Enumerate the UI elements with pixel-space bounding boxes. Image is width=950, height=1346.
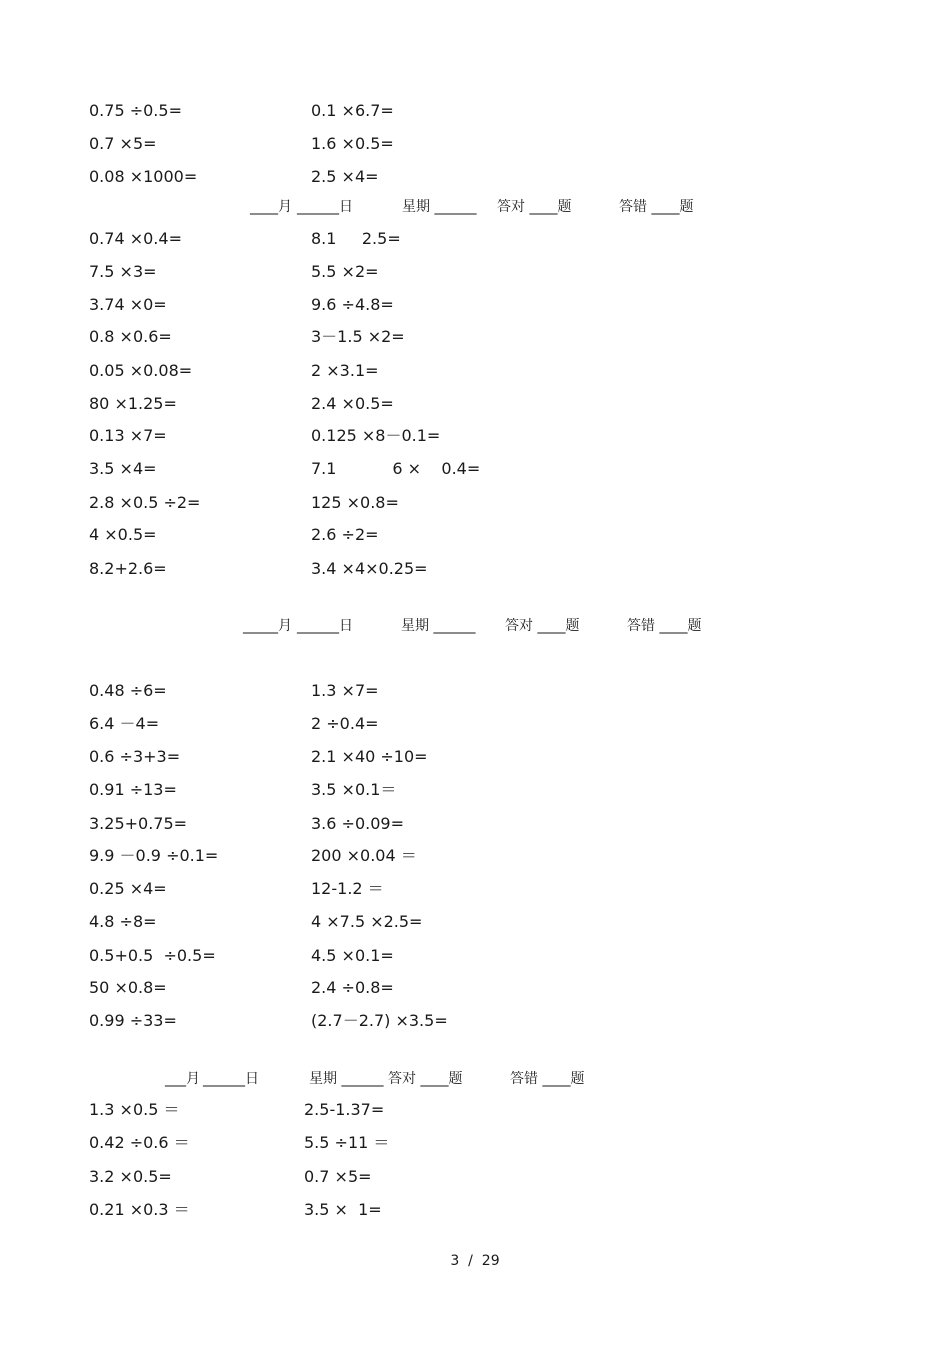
header-correct: 答对 ____题 (497, 199, 572, 215)
header-correct: 答对 ____题 (505, 618, 580, 634)
problem-left: 3.2 ×0.5= (89, 1167, 172, 1186)
problem-left: 8.2+2.6= (89, 559, 167, 578)
problem-left: 2.8 ×0.5 ÷2= (89, 493, 201, 512)
problem-left: 0.99 ÷33= (89, 1011, 177, 1030)
problem-left: 0.25 ×4= (89, 879, 167, 898)
problem-left: 50 ×0.8= (89, 978, 167, 997)
problem-right: 5.5 ÷11 ＝ (304, 1133, 390, 1152)
problem-left: 0.13 ×7= (89, 426, 167, 445)
problem-right: 2.5-1.37= (304, 1100, 385, 1119)
problem-left: 9.9 －0.9 ÷0.1= (89, 846, 219, 865)
header-wrong: 答错 ____题 (627, 618, 702, 634)
section-header (0, 616, 950, 636)
problem-left: 4 ×0.5= (89, 525, 157, 544)
problem-right: 3－1.5 ×2= (311, 327, 405, 346)
header-day: ______日 (297, 618, 353, 634)
problem-left: 3.25+0.75= (89, 814, 188, 833)
problem-left: 7.5 ×3= (89, 262, 157, 281)
problem-right: 125 ×0.8= (311, 493, 399, 512)
problem-right: 2.5 ×4= (311, 167, 379, 186)
header-wrong: 答错 ____题 (510, 1071, 585, 1087)
page-number: 3 / 29 (450, 1253, 500, 1269)
header-month: _____月 (243, 618, 292, 634)
problem-right: 200 ×0.04 ＝ (311, 846, 417, 865)
problem-left: 80 ×1.25= (89, 394, 177, 413)
problem-right: 2.6 ÷2= (311, 525, 379, 544)
problem-left: 0.42 ÷0.6 ＝ (89, 1133, 190, 1152)
header-weekday: 星期 ______ (401, 618, 476, 634)
problem-right: 2 ÷0.4= (311, 714, 379, 733)
problem-left: 0.8 ×0.6= (89, 327, 172, 346)
problem-left: 0.75 ÷0.5= (89, 101, 182, 120)
problem-right: 3.5 ×0.1＝ (311, 780, 397, 799)
problem-left: 0.91 ÷13= (89, 780, 177, 799)
problem-right: 12-1.2 ＝ (311, 879, 384, 898)
header-month: ___月 (165, 1071, 200, 1087)
problem-right: 2.4 ÷0.8= (311, 978, 394, 997)
problem-left: 0.5+0.5 ÷0.5= (89, 946, 216, 965)
problem-right: 7.1 6 × 0.4= (311, 459, 481, 478)
section-header (0, 1069, 950, 1089)
header-day: ______日 (203, 1071, 259, 1087)
problem-left: 0.48 ÷6= (89, 681, 167, 700)
problem-left: 1.3 ×0.5 ＝ (89, 1100, 180, 1119)
problem-right: 3.4 ×4×0.25= (311, 559, 428, 578)
header-correct: 答对 ____题 (388, 1071, 463, 1087)
problem-left: 0.08 ×1000= (89, 167, 198, 186)
problem-right: 5.5 ×2= (311, 262, 379, 281)
problem-left: 4.8 ÷8= (89, 912, 157, 931)
problem-right: 4 ×7.5 ×2.5= (311, 912, 423, 931)
problem-right: 4.5 ×0.1= (311, 946, 394, 965)
problem-right: 2 ×3.1= (311, 361, 379, 380)
problem-left: 3.5 ×4= (89, 459, 157, 478)
problem-right: 3.6 ÷0.09= (311, 814, 404, 833)
problem-right: 8.1 2.5= (311, 229, 401, 248)
problem-left: 0.74 ×0.4= (89, 229, 182, 248)
problem-right: 1.3 ×7= (311, 681, 379, 700)
section-header (0, 197, 950, 217)
problem-left: 0.05 ×0.08= (89, 361, 193, 380)
header-month: ____月 (250, 199, 292, 215)
problem-right: 0.1 ×6.7= (311, 101, 394, 120)
header-weekday: 星期 ______ (402, 199, 477, 215)
problem-right: 2.1 ×40 ÷10= (311, 747, 428, 766)
header-day: ______日 (297, 199, 353, 215)
problem-left: 3.74 ×0= (89, 295, 167, 314)
problem-right: 3.5 × 1= (304, 1200, 382, 1219)
problem-left: 6.4 －4= (89, 714, 160, 733)
problem-right: 1.6 ×0.5= (311, 134, 394, 153)
header-weekday: 星期 ______ (309, 1071, 384, 1087)
problem-right: 0.7 ×5= (304, 1167, 372, 1186)
problem-left: 0.6 ÷3+3= (89, 747, 181, 766)
problem-right: 2.4 ×0.5= (311, 394, 394, 413)
problem-right: 9.6 ÷4.8= (311, 295, 394, 314)
problem-left: 0.21 ×0.3 ＝ (89, 1200, 190, 1219)
problem-right: 0.125 ×8－0.1= (311, 426, 441, 445)
header-wrong: 答错 ____题 (619, 199, 694, 215)
problem-right: (2.7－2.7) ×3.5= (311, 1011, 448, 1030)
problem-left: 0.7 ×5= (89, 134, 157, 153)
